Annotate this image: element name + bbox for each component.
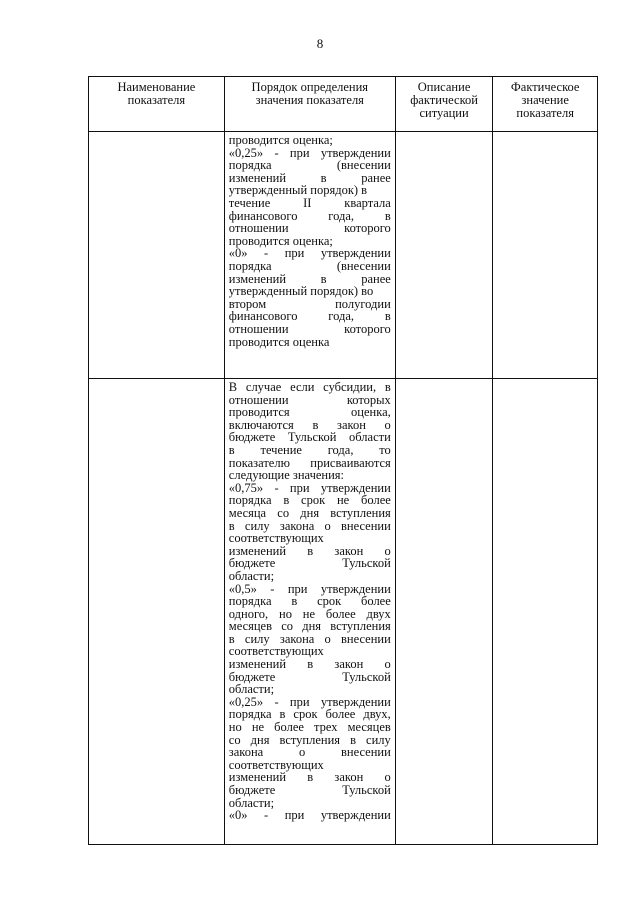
text-line: порядка в срок не более bbox=[228, 493, 391, 508]
text-line: закона о внесении bbox=[228, 745, 391, 760]
table-row bbox=[89, 379, 598, 845]
text-line: «0» - при утверждении bbox=[228, 808, 391, 823]
text-line: соответствующих bbox=[228, 531, 324, 546]
text-line: следующие значения: bbox=[228, 468, 345, 483]
header-line: Наименование bbox=[117, 80, 196, 94]
text-line: в силу закона о внесении bbox=[228, 518, 391, 533]
text-line: финансового года, в bbox=[228, 208, 391, 223]
text-line: области; bbox=[228, 795, 275, 810]
text-line: показателю присваиваются bbox=[228, 455, 391, 470]
text-line: порядка в срок более двух, bbox=[228, 707, 391, 722]
text-line: соответствующих bbox=[228, 757, 324, 772]
header-actual-situation bbox=[395, 77, 493, 132]
header-line: значения показателя bbox=[255, 93, 364, 107]
text-line: проводится оценка bbox=[228, 334, 330, 349]
header-row bbox=[89, 77, 598, 132]
cell-indicator-name bbox=[89, 379, 225, 845]
text-line: соответствующих bbox=[228, 644, 324, 659]
text-line: со дня вступления в силу bbox=[228, 732, 391, 747]
text-line: «0,5» - при утверждении bbox=[228, 581, 391, 596]
text-line: финансового года, в bbox=[228, 309, 391, 324]
cell-actual-situation bbox=[395, 132, 493, 379]
text-line: проводится оценка; bbox=[228, 233, 333, 248]
text-line: одного, но не более двух bbox=[228, 606, 391, 621]
cell-text bbox=[225, 379, 395, 822]
text-line: изменений в ранее bbox=[228, 170, 391, 185]
text-line: порядка в срок более bbox=[228, 594, 391, 609]
text-line: области; bbox=[228, 568, 275, 583]
cell-text bbox=[225, 132, 395, 348]
cell-actual-value bbox=[493, 132, 598, 379]
text-line: порядка (внесении bbox=[228, 258, 391, 273]
text-line: бюджете Тульской bbox=[228, 669, 391, 684]
indicator-table bbox=[88, 76, 598, 845]
header-line: ситуации bbox=[419, 106, 469, 120]
text-line: течение II квартала bbox=[228, 195, 391, 210]
header-line: показателя bbox=[516, 106, 574, 120]
text-line: порядка (внесении bbox=[228, 158, 391, 173]
text-line: «0,75» - при утверждении bbox=[228, 480, 391, 495]
text-line: втором полугодии bbox=[228, 296, 391, 311]
text-line: изменений в закон о bbox=[228, 657, 391, 672]
text-line: «0» - при утверждении bbox=[228, 246, 391, 261]
table-row bbox=[89, 132, 598, 379]
text-line: в силу закона о внесении bbox=[228, 631, 391, 646]
text-line: «0,25» - при утверждении bbox=[228, 694, 391, 709]
header-determination-order bbox=[224, 77, 395, 132]
text-line: В случае если субсидии, в bbox=[228, 380, 391, 394]
header-line: фактической bbox=[410, 93, 478, 107]
text-line: проводится оценка, bbox=[228, 405, 391, 420]
text-line: проводится оценка; bbox=[228, 133, 333, 147]
text-line: отношении которого bbox=[228, 321, 391, 336]
cell-indicator-name bbox=[89, 132, 225, 379]
text-line: отношении которого bbox=[228, 221, 391, 236]
text-line: утвержденный порядок) в bbox=[228, 183, 368, 198]
text-line: месяцев со дня вступления bbox=[228, 619, 391, 634]
text-line: отношении которых bbox=[228, 392, 391, 407]
text-line: области; bbox=[228, 682, 275, 697]
text-line: изменений в ранее bbox=[228, 271, 391, 286]
text-line: изменений в закон о bbox=[228, 770, 391, 785]
header-line: Описание bbox=[417, 80, 471, 94]
header-line: Порядок определения bbox=[251, 80, 369, 94]
cell-actual-situation bbox=[395, 379, 493, 845]
header-indicator-name bbox=[89, 77, 225, 132]
text-line: месяца со дня вступления bbox=[228, 505, 391, 520]
text-line: в течение года, то bbox=[228, 442, 391, 457]
page-number: 8 bbox=[316, 36, 324, 51]
text-line: бюджете Тульской области bbox=[228, 430, 391, 445]
cell-actual-value bbox=[493, 379, 598, 845]
text-line: утвержденный порядок) во bbox=[228, 284, 374, 299]
text-line: включаются в закон о bbox=[228, 417, 391, 432]
cell-determination-order bbox=[224, 132, 395, 379]
header-line: Фактическое bbox=[510, 80, 580, 94]
text-line: изменений в закон о bbox=[228, 543, 391, 558]
header-line: показателя bbox=[127, 93, 186, 107]
text-line: «0,25» - при утверждении bbox=[228, 145, 391, 160]
header-actual-value bbox=[493, 77, 598, 132]
text-line: бюджете Тульской bbox=[228, 783, 391, 797]
header-line: значение bbox=[521, 93, 569, 107]
text-line: но не более трех месяцев bbox=[228, 720, 391, 735]
cell-determination-order bbox=[224, 379, 395, 845]
text-line: бюджете Тульской bbox=[228, 556, 391, 571]
